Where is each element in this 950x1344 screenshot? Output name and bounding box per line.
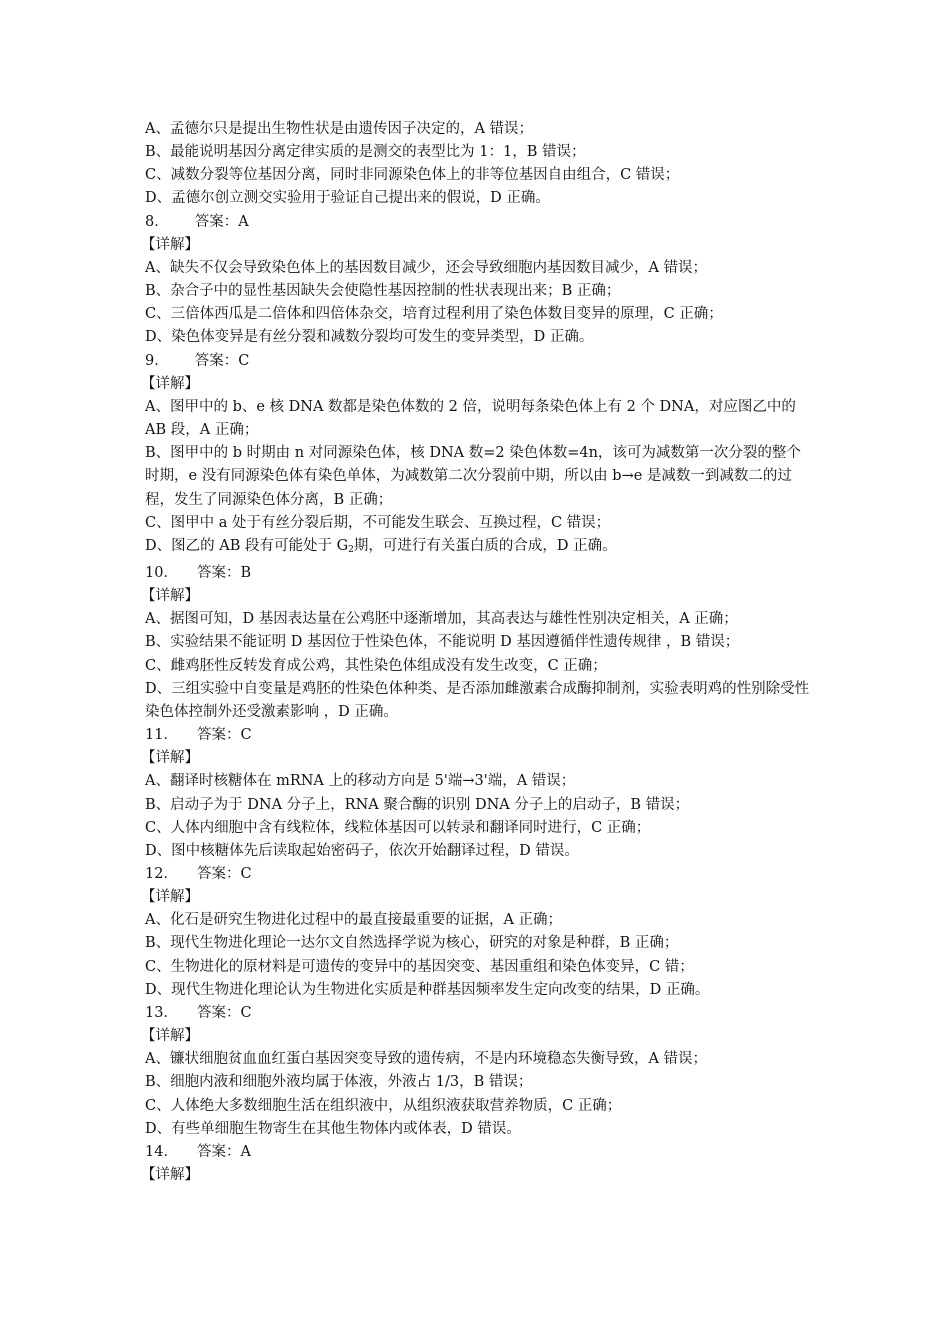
answer-heading [145, 562, 810, 585]
detail-label: 【详解】 [141, 236, 199, 253]
explanation-line: C、人体内细胞中含有线粒体，线粒体基因可以转录和翻译同时进行，C 正确； [145, 819, 651, 836]
explanation-text: D、图乙的 AB 段有可能处于 G [145, 537, 349, 554]
explanation-line: C、生物进化的原材料是可遗传的变异中的基因突变、基因重组和染色体变异，C 错； [145, 958, 694, 975]
answer-heading [145, 1002, 810, 1025]
explanation-line: D、图中核糖体先后读取起始密码子，依次开始翻译过程，D 错误。 [145, 842, 579, 859]
explanation-text: 期，可进行有关蛋白质的合成，D 正确。 [353, 537, 617, 554]
explanation-line: B、图甲中的 b 时期由 n 对同源染色体，核 DNA 数=2 染色体数=4n，该可为减数第一次分裂的整个时期，e 没有同源染色体有染色单体，为减数第二次分裂前中期，所以由 b→e 是减数一到减数二的过程，发生了同源染色体分离，B 正确； [145, 445, 801, 508]
explanation-line: B、细胞内液和细胞外液均属于体液，外液占 1/3，B 错误； [145, 1074, 533, 1091]
explanation-line: D、孟德尔创立测交实验用于验证自己提出来的假说，D 正确。 [145, 190, 550, 207]
answer-text: 答案：C [196, 727, 252, 744]
explanation-line: C、人体绝大多数细胞生活在组织液中，从组织液获取营养物质，C 正确； [145, 1097, 622, 1114]
explanation-line: C、雌鸡胚性反转发育成公鸡，其性染色体组成没有发生改变，C 正确； [145, 657, 607, 674]
explanation-line: D、染色体变异是有丝分裂和减数分裂均可发生的变异类型，D 正确。 [145, 329, 594, 346]
answer-heading [145, 211, 810, 234]
question-13 [141, 1002, 810, 1141]
explanation-line: A、翻译时核糖体在 mRNA 上的移动方向是 5'端→3'端，A 错误； [145, 773, 576, 790]
explanation-line: D、现代生物进化理论认为生物进化实质是种群基因频率发生定向改变的结果，D 正确。 [145, 981, 710, 998]
explanation-line: C、三倍体西瓜是二倍体和四倍体杂交，培育过程利用了染色体数目变异的原理，C 正确； [145, 306, 723, 323]
question-number: 9． [145, 352, 169, 369]
detail-label: 【详解】 [141, 889, 199, 906]
explanation-line [145, 535, 810, 562]
explanation-line: C、图甲中 a 处于有丝分裂后期，不可能发生联会、互换过程，C 错误； [145, 514, 611, 531]
detail-label: 【详解】 [141, 750, 199, 767]
explanation-line: A、缺失不仅会导致染色体上的基因数目减少，还会导致细胞内基因数目减少，A 错误； [145, 259, 708, 276]
question-number: 8． [145, 213, 169, 230]
question-12 [141, 863, 810, 1002]
explanation-line: B、实验结果不能证明 D 基因位于性染色体，不能说明 D 基因遵循伴性遗传规律 ，B 错误； [145, 634, 740, 651]
explanation-line: A、孟德尔只是提出生物性状是由遗传因子决定的，A 错误； [145, 121, 534, 137]
answer-explanations [141, 118, 810, 1187]
question-number: 13． [145, 1004, 178, 1021]
explanation-line: B、启动子为于 DNA 分子上，RNA 聚合酶的识别 DNA 分子上的启动子，B 错误； [145, 796, 690, 813]
answer-text: 答案：A [196, 1143, 251, 1160]
explanation-line: C、减数分裂等位基因分离，同时非同源染色体上的非等位基因自由组合，C 错误； [145, 167, 680, 184]
explanation-line: D、三组实验中自变量是鸡胚的性染色体种类、是否添加雌激素合成酶抑制剂，实验表明鸡的性别除受性染色体控制外还受激素影响 ，D 正确。 [145, 680, 810, 720]
answer-heading [145, 1141, 810, 1164]
question-8 [141, 211, 810, 350]
explanation-line: B、最能说明基因分离定律实质的是测交的表型比为 1：1，B 错误； [145, 144, 586, 161]
explanation-line: A、化石是研究生物进化过程中的最直接最重要的证据，A 正确； [145, 912, 563, 929]
intro-block [145, 118, 810, 211]
question-9 [141, 350, 810, 562]
answer-text: 答案：C [196, 1004, 252, 1021]
question-number: 14． [145, 1143, 178, 1160]
question-10 [141, 562, 810, 724]
answer-heading [145, 724, 810, 747]
detail-label: 【详解】 [141, 1167, 199, 1184]
explanation-line: A、镰状细胞贫血血红蛋白基因突变导致的遗传病，不是内环境稳态失衡导致，A 错误； [145, 1051, 708, 1068]
question-11 [141, 724, 810, 863]
question-number: 10． [145, 564, 178, 581]
answer-text: 答案：B [196, 564, 252, 581]
detail-label: 【详解】 [141, 588, 199, 605]
subscript: 2 [348, 544, 354, 555]
explanation-line: A、据图可知，D 基因表达量在公鸡胚中逐渐增加，其高表达与雄性性别决定相关，A 正确； [145, 611, 738, 628]
explanation-line: B、现代生物进化理论一达尔文自然选择学说为核心，研究的对象是种群，B 正确； [145, 935, 679, 952]
question-14 [141, 1141, 810, 1187]
answer-text: 答案：A [194, 213, 249, 230]
explanation-line: D、有些单细胞生物寄生在其他生物体内或体表，D 错误。 [145, 1120, 521, 1137]
question-number: 12． [145, 866, 178, 882]
answer-heading [145, 350, 810, 373]
detail-label: 【详解】 [141, 1028, 199, 1045]
question-number: 11． [145, 727, 178, 744]
answer-text: 答案：C [196, 866, 252, 882]
explanation-line: A、图甲中的 b、e 核 DNA 数都是染色体数的 2 倍，说明每条染色体上有 2 个 DNA，对应图乙中的 AB 段，A 正确； [145, 398, 796, 439]
answer-heading [145, 863, 810, 886]
detail-label: 【详解】 [141, 375, 199, 392]
answer-text: 答案：C [194, 352, 250, 369]
explanation-line: B、杂合子中的显性基因缺失会使隐性基因控制的性状表现出来；B 正确； [145, 283, 621, 300]
